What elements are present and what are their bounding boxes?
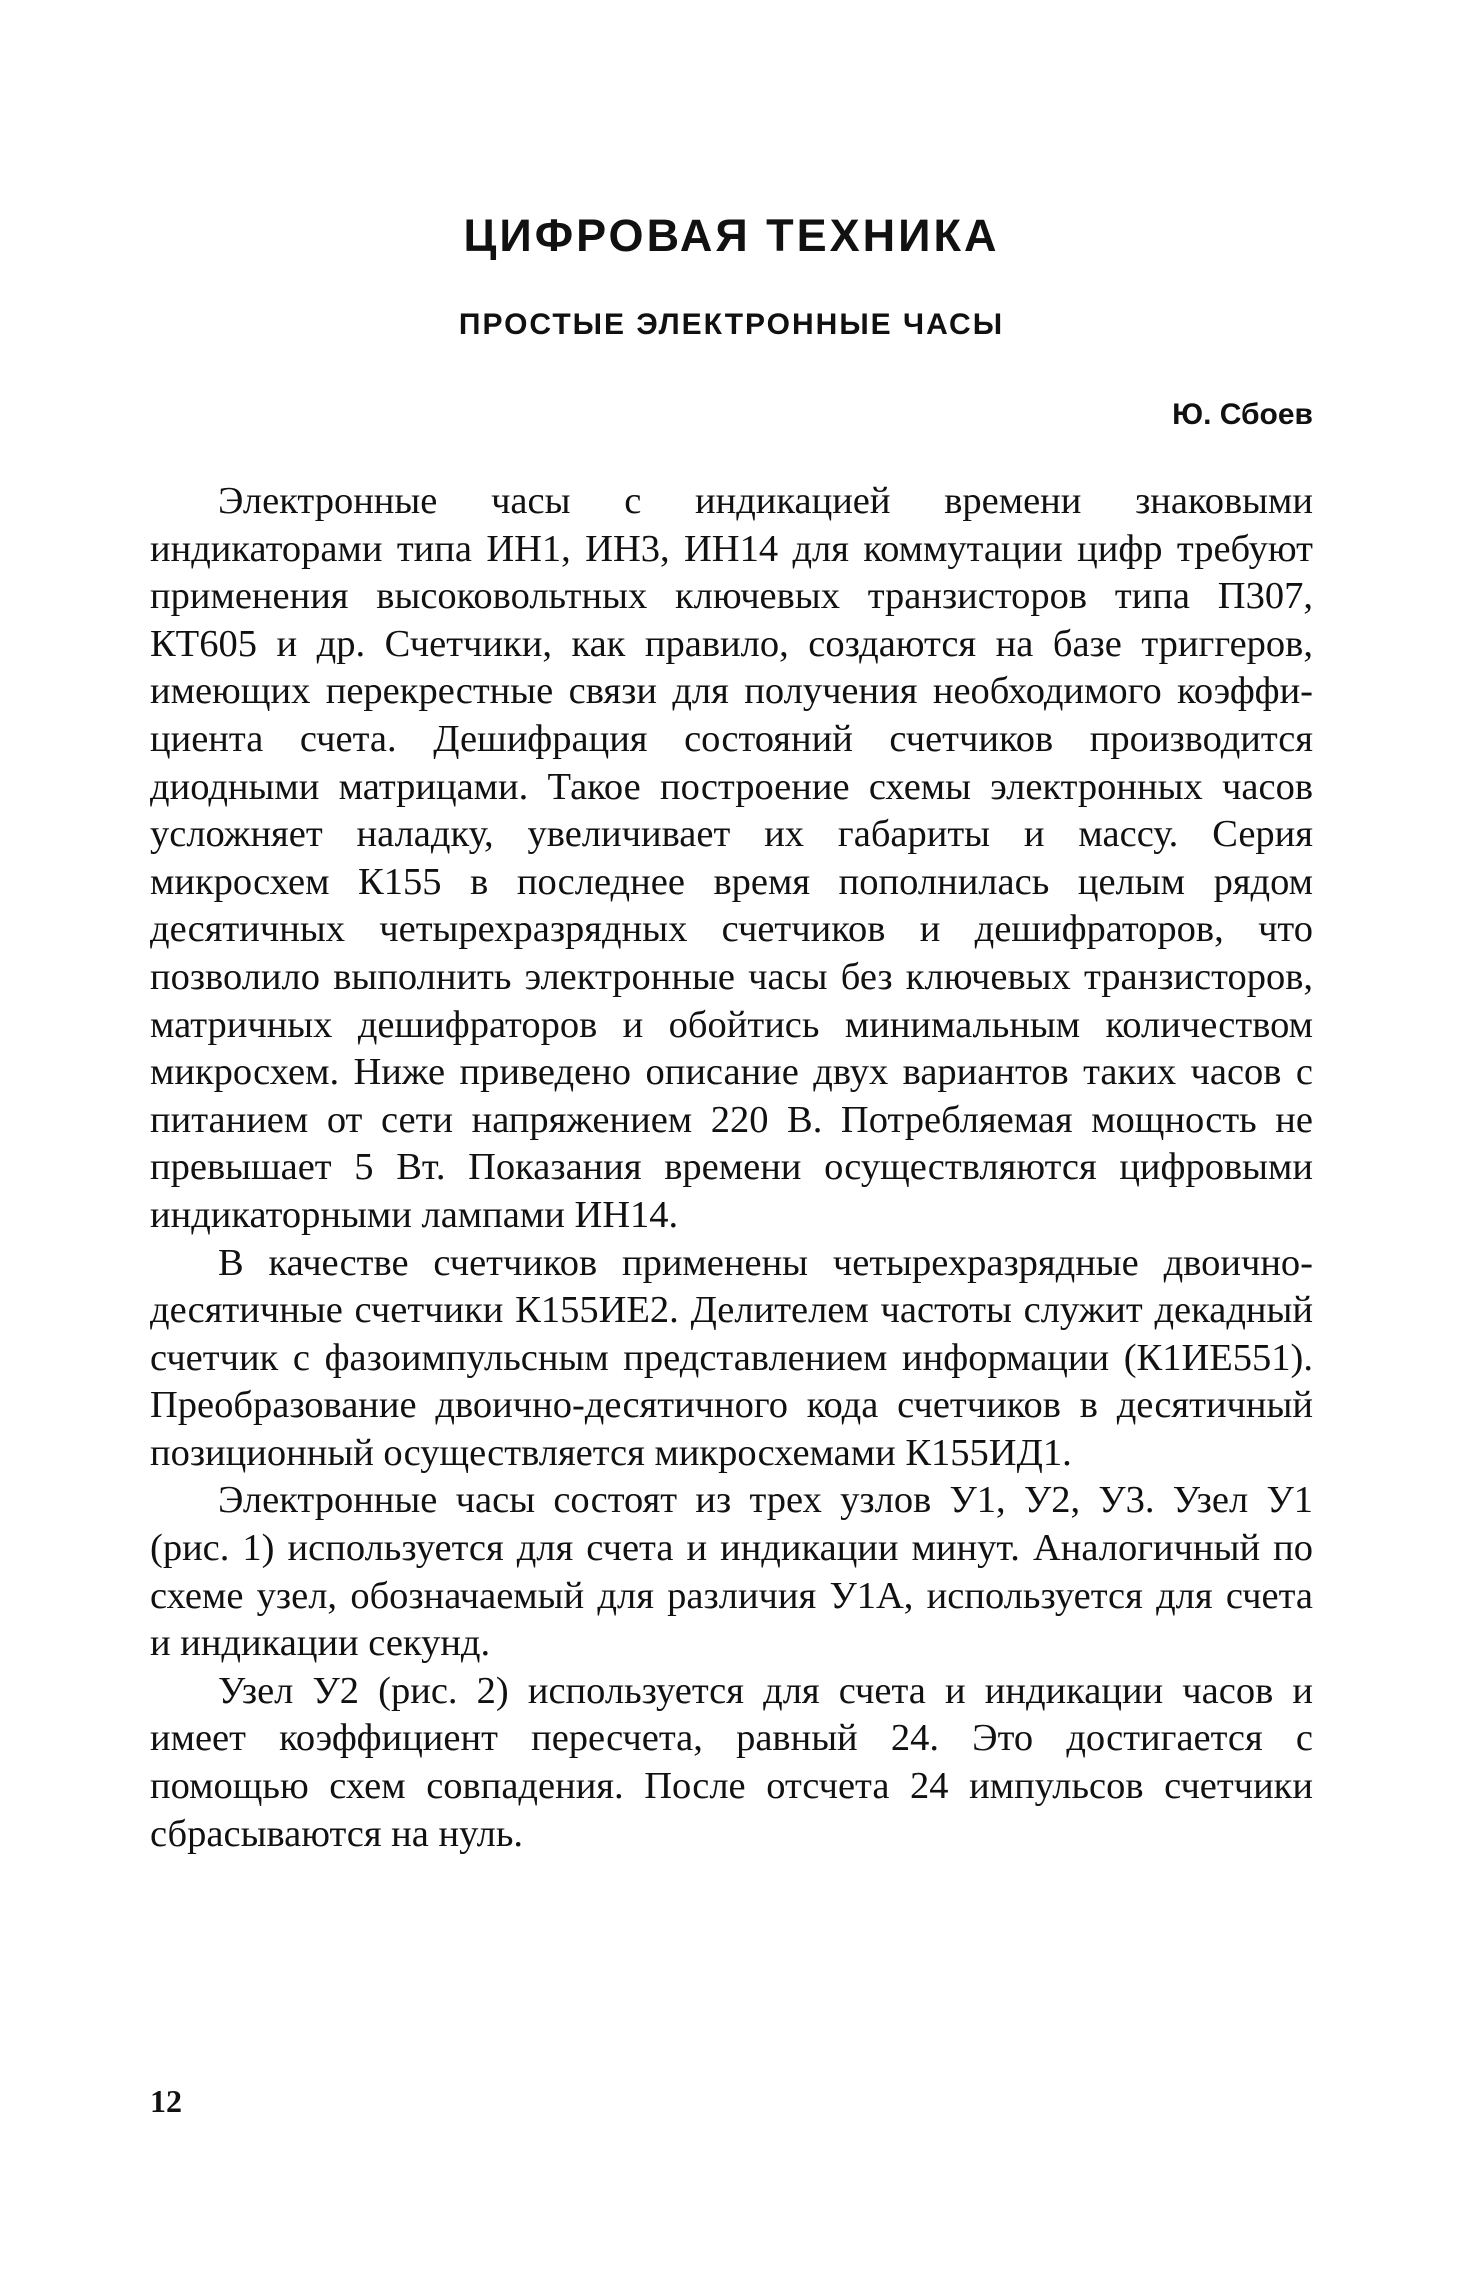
author-name: Ю. Сбоев — [1172, 398, 1313, 431]
section-title: ЦИФРОВАЯ ТЕХНИКА — [463, 210, 1000, 261]
paragraph: Узел У2 (рис. 2) используется для счета и индикации часов и имеет коэффициент пересчета, равный 24. Это достигается с помощью схем совпадения. После отсчета 24 импульсов счетчики сбрасываются на нуль. — [150, 1669, 1313, 1855]
paragraph: В качестве счетчиков применены четырехразрядные двоично-десятичные счетчики К155ИЕ2. Делителем частоты служит декадный счетчик с фазоимпульсным представлением информации (К1ИЕ551). Преобразование двоично-десятичного кода счетчиков в десятичный позиционный осуществляется микросхемами К155ИД1. — [150, 1241, 1313, 1474]
paragraph: Электронные часы состоят из трех узлов У1, У2, У3. Узел У1 (рис. 1) используется для счета и индикации минут. Аналогичный по схеме узел, обозначаемый для различия У1А, используется для счета и индикации секунд. — [150, 1479, 1313, 1665]
page-number: 12 — [150, 2083, 182, 2119]
paragraph: Электронные часы с индикацией времени знаковыми индикаторами типа ИН1, ИН3, ИН14 для коммутации цифр требуют применения высоковольтных ключевых транзисторов типа П307, КТ605 и др. Счетчики, как правило, создаются на базе триггеров, имеющих перекрестные связи для получения необходимого коэффициента счета. Дешифрация состояний счетчиков производится диодными матрицами. Такое построение схемы электронных часов усложняет наладку, увеличивает их габариты и массу. Серия микросхем К155 в последнее время пополнилась целым рядом десятичных четырехразрядных счетчиков и дешифраторов, что позволило выполнить электронные часы без ключевых транзисторов, матричных дешифраторов и обойтись минимальным количеством микросхем. Ниже приведено описание двух вариантов таких часов с питанием от сети напряжением 220 В. Потребляемая мощность не превышает 5 Вт. Показания времени осуществляются цифровыми индикаторными лампами ИН14. — [150, 480, 1313, 1236]
article-body — [150, 478, 1313, 1858]
article-title: ПРОСТЫЕ ЭЛЕКТРОННЫЕ ЧАСЫ — [458, 308, 1005, 341]
